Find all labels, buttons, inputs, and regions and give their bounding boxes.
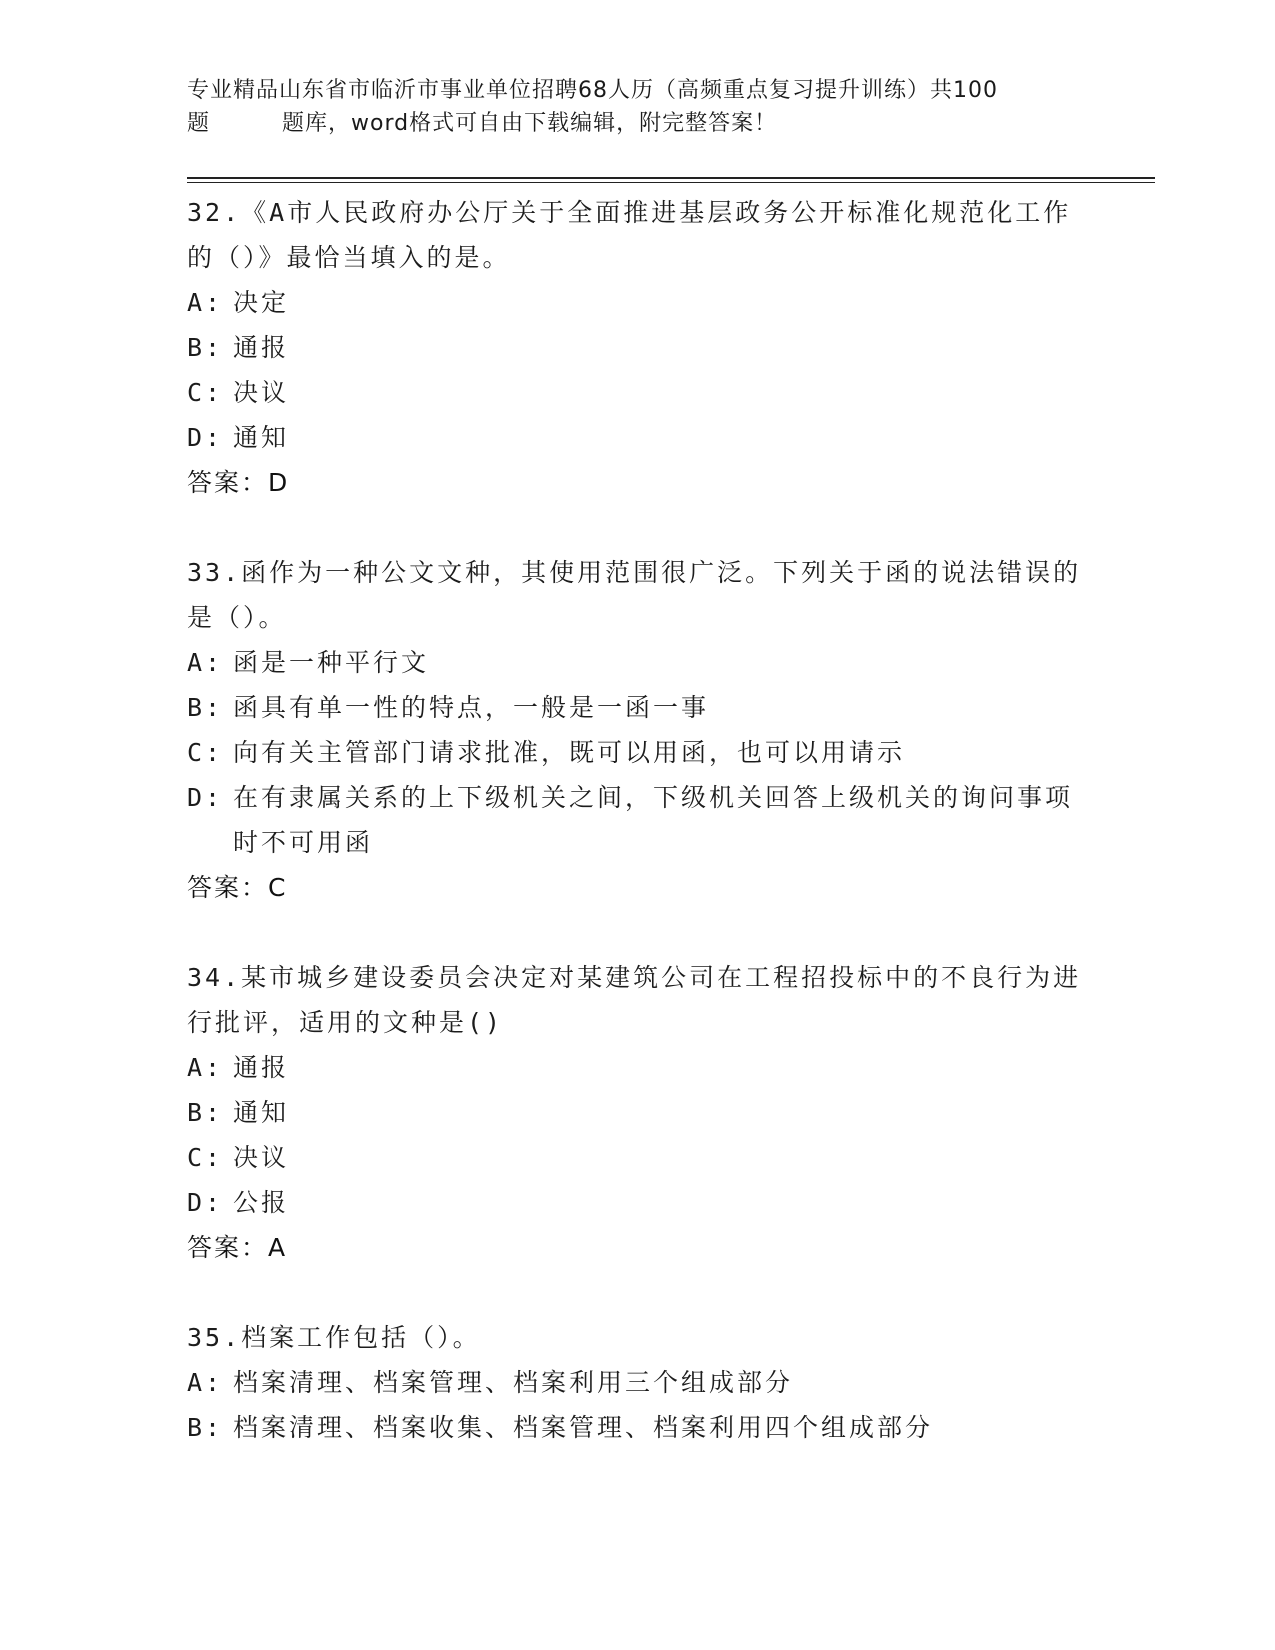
question-list	[187, 190, 1087, 1495]
option-letter: A:	[187, 1053, 224, 1082]
option-text: 决定	[233, 288, 290, 317]
option-item	[187, 775, 1087, 865]
option-letter: D:	[187, 1188, 224, 1217]
option-letter: A:	[187, 648, 224, 677]
option-text: 在有隶属关系的上下级机关之间，下级机关回答上级机关的询问事项时不可用函	[233, 783, 1074, 857]
header-divider-thick	[187, 177, 1155, 179]
question-item	[187, 1315, 1087, 1450]
question-text: 32.《A市人民政府办公厅关于全面推进基层政务公开标准化规范化工作的（）》最恰当填入的是。	[187, 198, 1072, 272]
option-item	[187, 1090, 1087, 1135]
option-item	[187, 685, 1087, 730]
option-item	[187, 730, 1087, 775]
option-item	[187, 1135, 1087, 1180]
option-letter: B:	[187, 693, 224, 722]
answer-line: 答案：D	[187, 468, 290, 497]
option-text: 函是一种平行文	[233, 648, 430, 677]
option-letter: B:	[187, 1413, 224, 1442]
question-item	[187, 955, 1087, 1270]
question-text: 35.档案工作包括（）。	[187, 1323, 481, 1352]
option-item	[187, 415, 1087, 460]
option-text: 决议	[233, 378, 290, 407]
option-text: 档案清理、档案管理、档案利用三个组成部分	[233, 1368, 794, 1397]
option-text: 向有关主管部门请求批准，既可以用函，也可以用请示	[233, 738, 906, 767]
option-item	[187, 1360, 1087, 1405]
option-letter: B:	[187, 1098, 224, 1127]
option-letter: D:	[187, 783, 224, 812]
document-header	[187, 74, 1067, 140]
option-item	[187, 370, 1087, 415]
question-item	[187, 550, 1087, 910]
header-divider-thin	[187, 182, 1155, 183]
option-text: 档案清理、档案收集、档案管理、档案利用四个组成部分	[233, 1413, 934, 1442]
option-letter: C:	[187, 738, 224, 767]
option-text: 通报	[233, 1053, 290, 1082]
option-letter: B:	[187, 333, 224, 362]
option-text: 通报	[233, 333, 290, 362]
answer-line: 答案：C	[187, 873, 288, 902]
option-text: 通知	[233, 1098, 290, 1127]
option-item	[187, 640, 1087, 685]
option-letter: D:	[187, 423, 224, 452]
option-item	[187, 325, 1087, 370]
option-text: 决议	[233, 1143, 290, 1172]
header-title-line-1: 专业精品山东省市临沂市事业单位招聘68人历（高频重点复习提升训练）共100	[187, 78, 998, 103]
header-line-2-left: 题	[187, 111, 211, 136]
option-item	[187, 1405, 1087, 1450]
option-letter: A:	[187, 288, 224, 317]
header-gap	[210, 107, 282, 140]
question-item	[187, 190, 1087, 505]
option-text: 公报	[233, 1188, 290, 1217]
option-letter: C:	[187, 1143, 224, 1172]
option-letter: A:	[187, 1368, 224, 1397]
header-title-line-2	[187, 107, 1067, 140]
question-text: 34.某市城乡建设委员会决定对某建筑公司在工程招投标中的不良行为进行批评，适用的文种是()	[187, 963, 1082, 1037]
header-line-2-right: 题库，word格式可自由下载编辑，附完整答案！	[282, 111, 778, 136]
option-item	[187, 1180, 1087, 1225]
option-letter: C:	[187, 378, 224, 407]
option-item	[187, 280, 1087, 325]
option-item	[187, 1045, 1087, 1090]
answer-line: 答案：A	[187, 1233, 288, 1262]
option-text: 函具有单一性的特点，一般是一函一事	[233, 693, 710, 722]
option-text: 通知	[233, 423, 290, 452]
question-text: 33.函作为一种公文文种，其使用范围很广泛。下列关于函的说法错误的是（）。	[187, 558, 1082, 632]
